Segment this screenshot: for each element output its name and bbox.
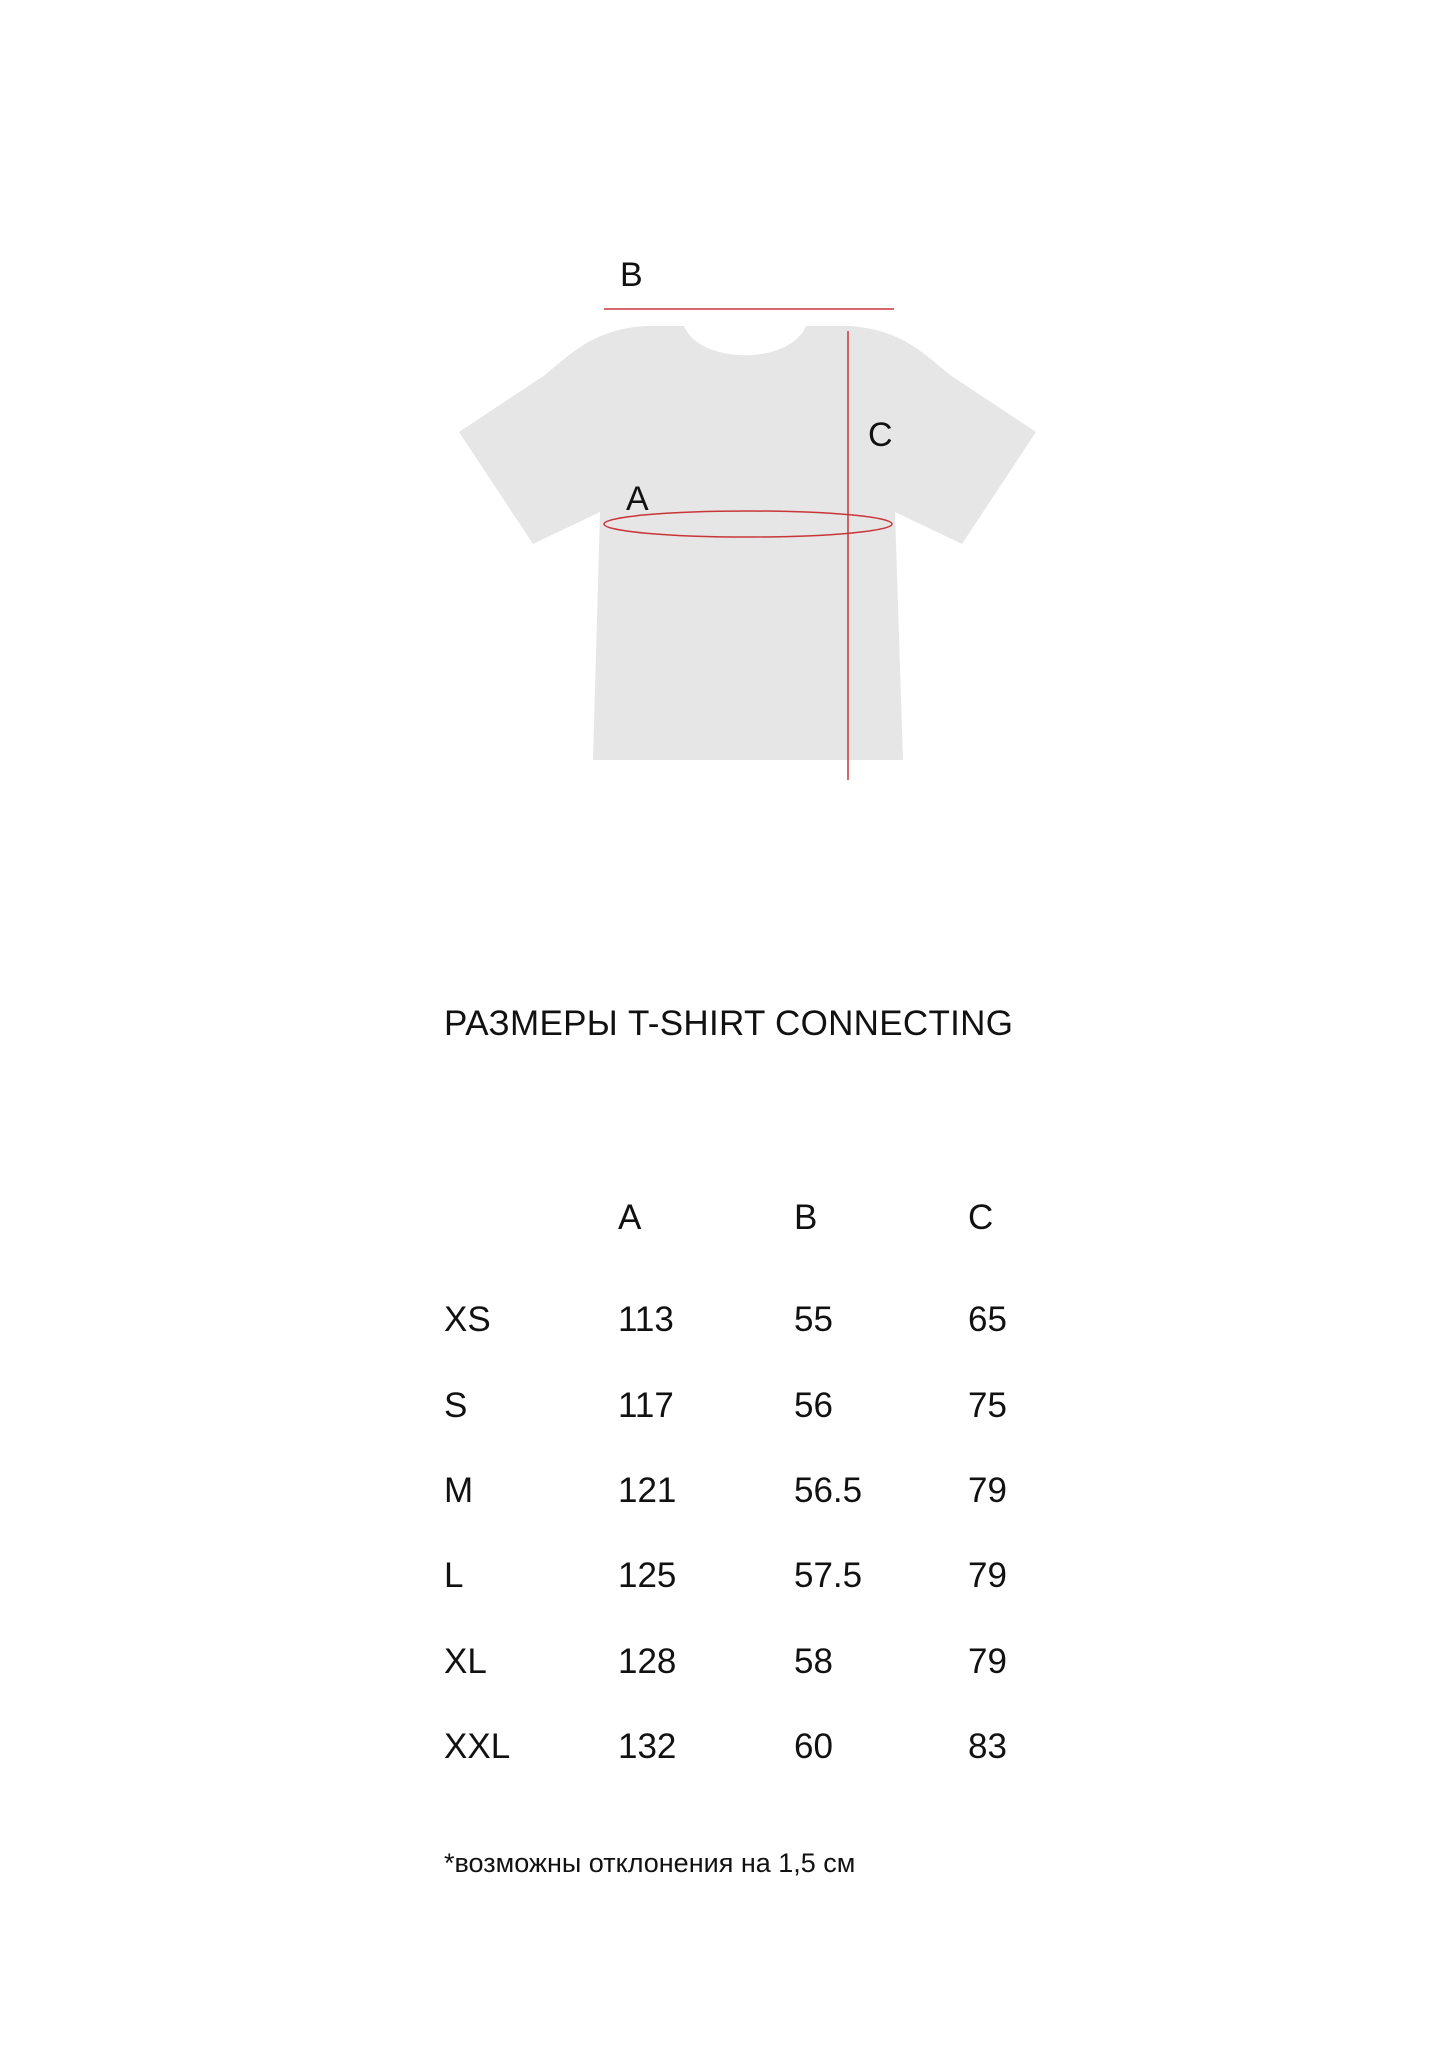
- cell-s-c: 75: [968, 1386, 1007, 1425]
- label-c: C: [868, 416, 893, 454]
- tshirt-silhouette: [459, 326, 1036, 760]
- cell-l-b: 57.5: [794, 1556, 863, 1595]
- label-a: A: [626, 480, 649, 518]
- cell-l-c: 79: [968, 1556, 1007, 1595]
- tolerance-note: *возможны отклонения на 1,5 см: [444, 1848, 856, 1878]
- column-header-a: A: [618, 1198, 642, 1237]
- cell-s-b: 56: [794, 1386, 833, 1425]
- cell-s-a: 117: [618, 1386, 674, 1425]
- row-size-xl: XL: [444, 1642, 487, 1681]
- row-size-s: S: [444, 1386, 468, 1425]
- column-header-c: C: [968, 1198, 994, 1237]
- column-header-b: B: [794, 1198, 818, 1237]
- cell-m-a: 121: [618, 1471, 677, 1510]
- page-title: РАЗМЕРЫ T-SHIRT CONNECTING: [444, 1004, 1014, 1043]
- cell-xs-a: 113: [618, 1300, 674, 1339]
- row-size-xxl: XXL: [444, 1727, 511, 1766]
- tshirt-measurement-diagram: [0, 0, 1448, 900]
- row-size-l: L: [444, 1556, 464, 1595]
- cell-xl-c: 79: [968, 1642, 1007, 1681]
- label-b: B: [620, 256, 643, 294]
- cell-m-c: 79: [968, 1471, 1007, 1510]
- cell-xxl-b: 60: [794, 1727, 833, 1766]
- row-size-xs: XS: [444, 1300, 491, 1339]
- cell-xs-c: 65: [968, 1300, 1007, 1339]
- row-size-m: M: [444, 1471, 474, 1510]
- cell-xxl-a: 132: [618, 1727, 677, 1766]
- cell-xl-a: 128: [618, 1642, 677, 1681]
- tshirt-diagram-svg: [0, 0, 1448, 900]
- cell-xxl-c: 83: [968, 1727, 1007, 1766]
- cell-l-a: 125: [618, 1556, 677, 1595]
- cell-xl-b: 58: [794, 1642, 833, 1681]
- cell-xs-b: 55: [794, 1300, 833, 1339]
- cell-m-b: 56.5: [794, 1471, 863, 1510]
